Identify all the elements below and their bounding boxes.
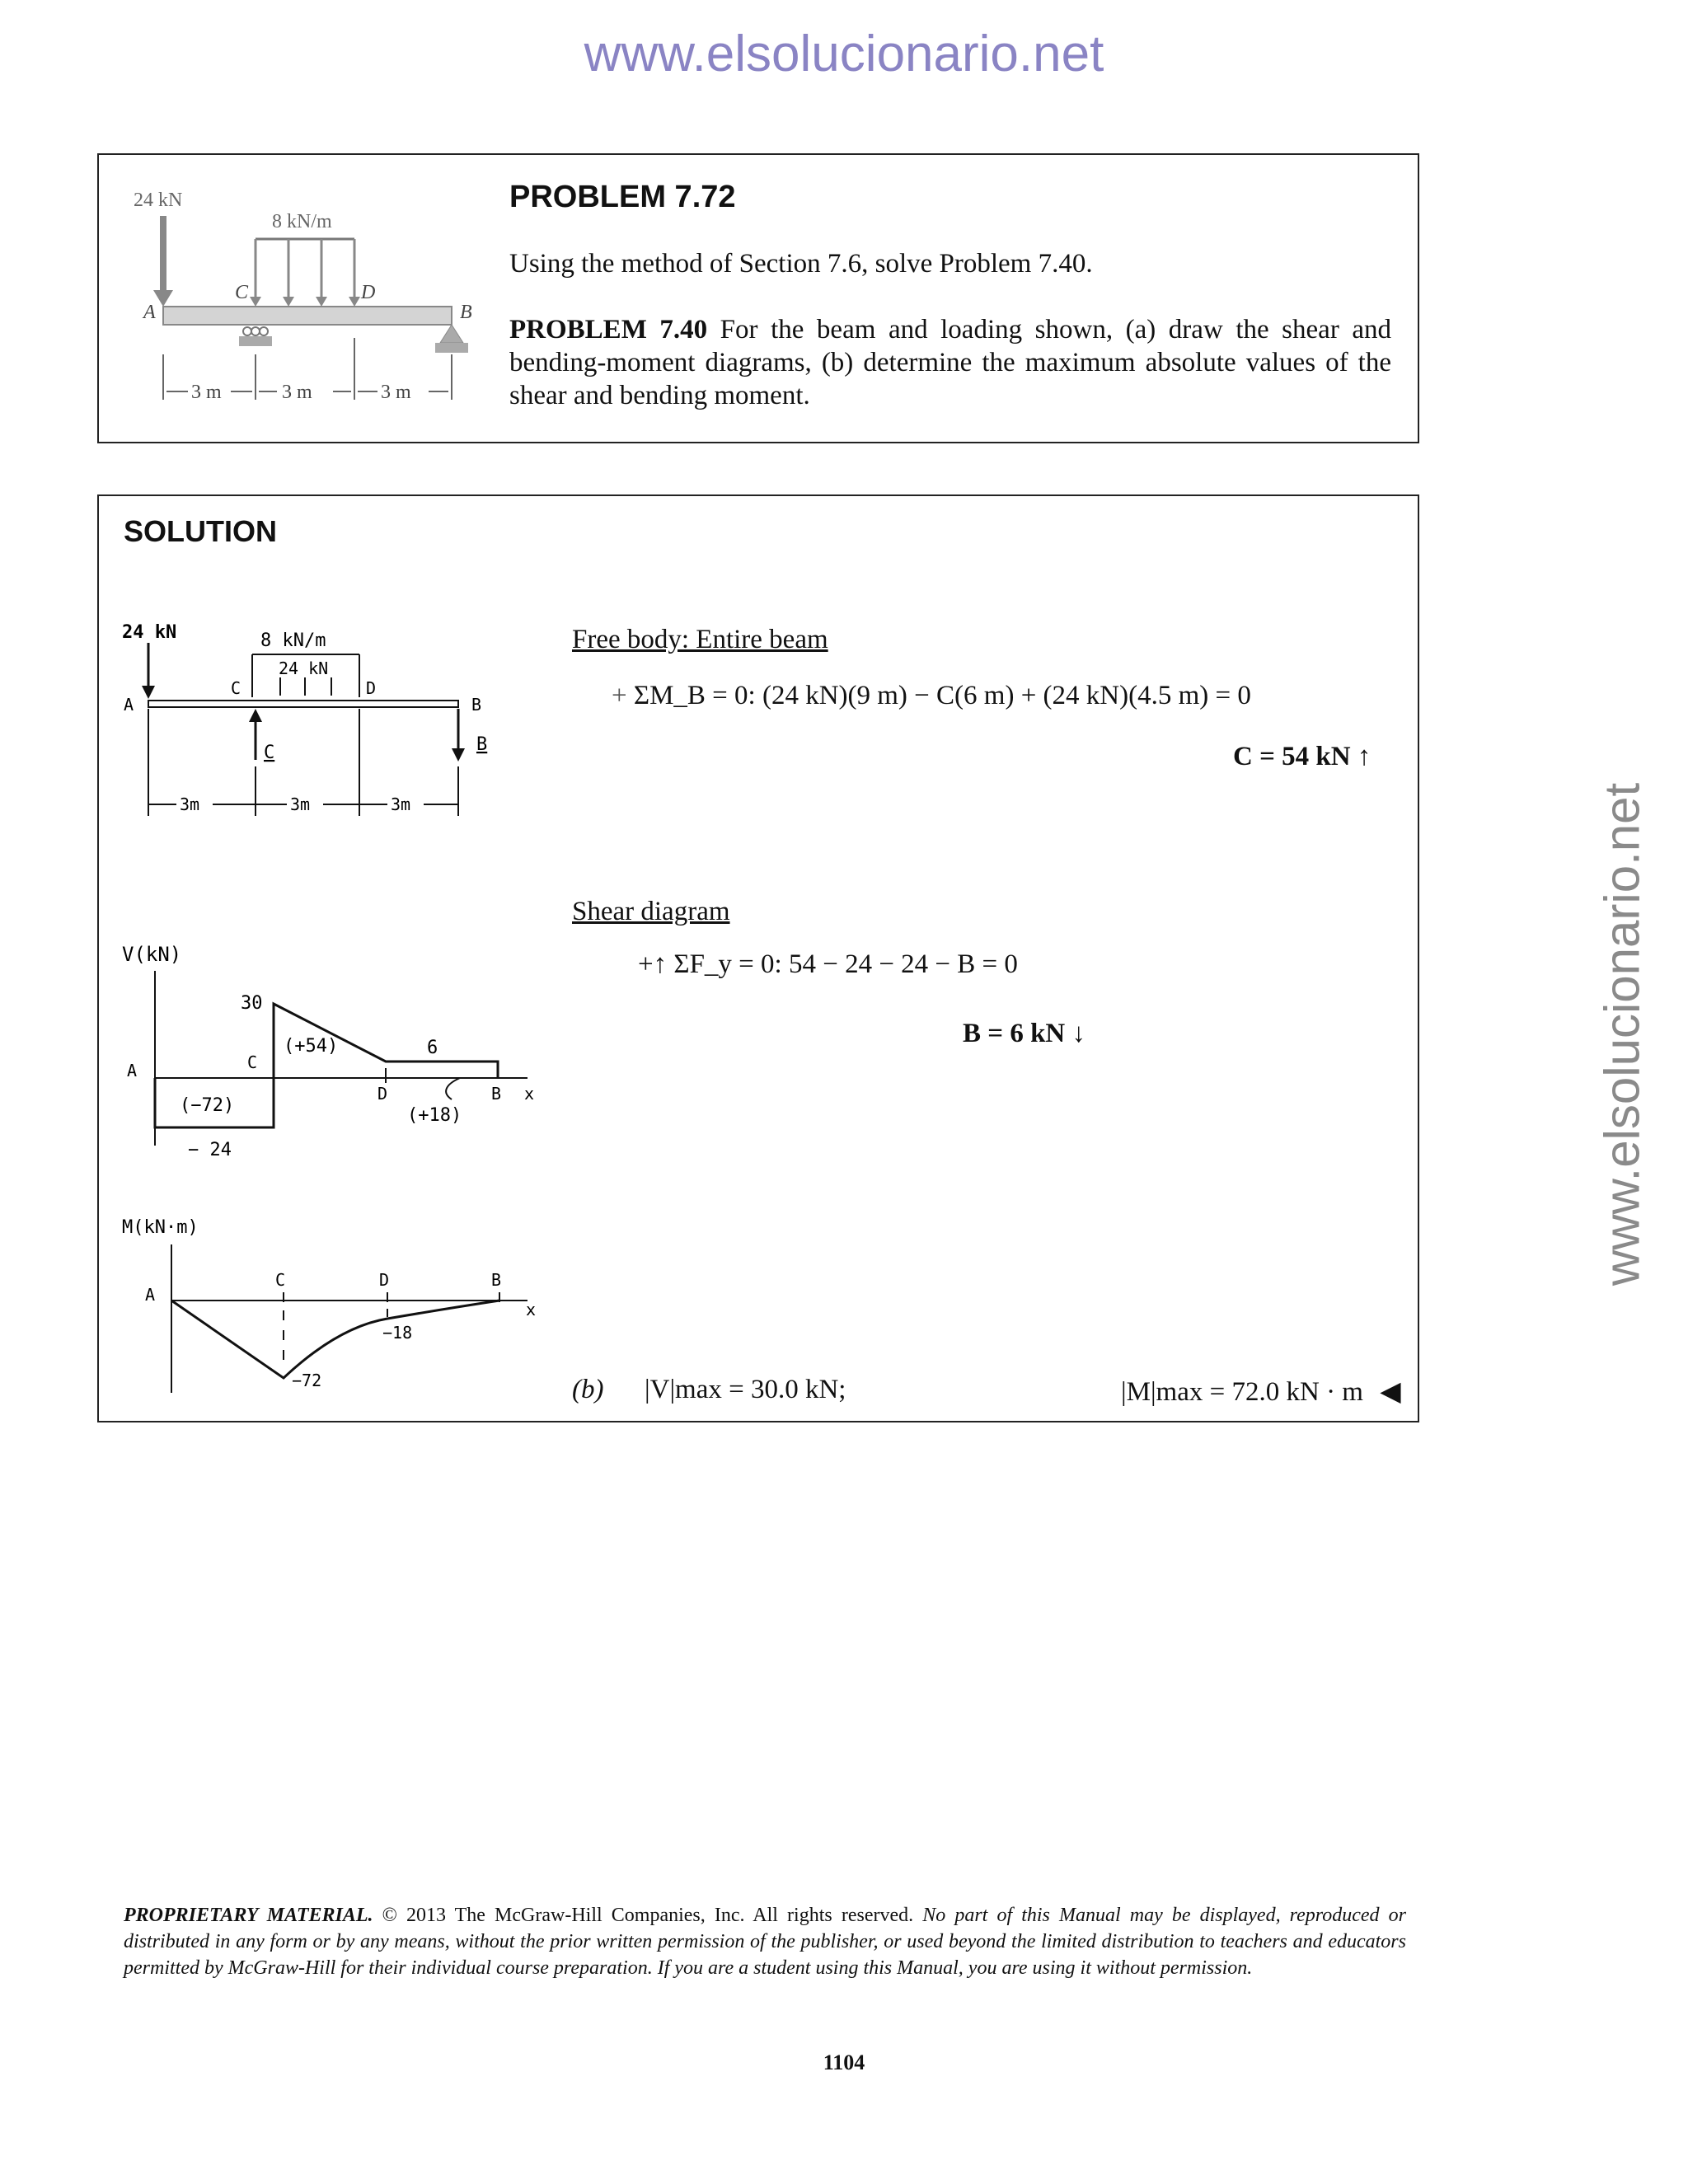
footer-rest: No part of this Manual may be displayed, reproduced or distributed in any form or by any means, without the prior written permission of the publisher, or used beyond the limited distribution to teachers and educators permitted by McGraw-Hill for their individual course preparation. If you are a student using this Manual, you are using it without permission. [124, 1905, 1406, 1979]
moment-b-label: B [491, 1270, 502, 1290]
fbd-d-label: D [366, 678, 377, 698]
watermark-side: www.elsolucionario.net [1594, 782, 1650, 1286]
fig-load-point-label: 24 kN [134, 190, 183, 211]
moment-equation [612, 681, 1251, 711]
page-number: 1104 [823, 2050, 865, 2074]
footer-lead: PROPRIETARY MATERIAL. [124, 1905, 373, 1926]
fbd-reaction-b: B [476, 734, 488, 755]
roller-support-c [239, 327, 272, 346]
problem-title: PROBLEM 7.72 [509, 180, 736, 214]
shear-value-30: 30 [241, 993, 263, 1014]
sketch-free-body [115, 618, 528, 824]
moment-equation-text: ΣM_B = 0: (24 kN)(9 m) − C(6 m) + (24 kN)(4.5 m) = 0 [633, 681, 1251, 710]
answer-marker-icon: ◀ [1380, 1377, 1401, 1407]
pin-support-b [435, 325, 468, 353]
watermark-top: www.elsolucionario.net [584, 26, 1104, 82]
problem-ref-label: PROBLEM 7.40 [509, 315, 708, 344]
result-b [963, 1019, 1085, 1049]
fbd-dim-2: 3m [290, 794, 311, 814]
up-arrow-icon: ↑ [1357, 742, 1372, 771]
shear-d-label: D [377, 1084, 388, 1104]
moment-x-label: x [526, 1300, 537, 1319]
shear-b-label: B [491, 1084, 502, 1104]
fbd-b-label: B [471, 695, 482, 715]
problem-ref-text: For the beam and loading shown, (a) draw the shear and bending-moment diagrams, (b) determine the maximum absolute values of the shear and bending moment. [509, 315, 1391, 410]
shear-c-label: C [247, 1052, 258, 1072]
fig-point-a: A [143, 302, 156, 323]
fbd-a-label: A [124, 695, 134, 715]
fig-dim-2: 3 m [282, 382, 312, 403]
fbd-dim-3: 3m [391, 794, 411, 814]
down-arrow-icon: ↓ [1071, 1019, 1085, 1048]
footer-mid: © 2013 The McGraw-Hill Companies, Inc. All rights reserved. [373, 1905, 923, 1926]
answer-v-max: |V|max = 30.0 kN; [645, 1375, 846, 1404]
shear-value-neg24: − 24 [188, 1140, 232, 1160]
shear-value-6: 6 [427, 1038, 438, 1058]
moment-curve [171, 1301, 499, 1378]
sketch-moment-diagram [115, 1212, 560, 1401]
force-sign-icon: + [638, 949, 654, 979]
answer-m-text: |M|max = 72.0 kN · m [1121, 1377, 1363, 1407]
fig-dist-load-label: 8 kN/m [272, 211, 332, 232]
moment-a-label: A [145, 1285, 156, 1305]
problem-reference [509, 313, 1391, 412]
fbd-dim-1: 3m [180, 794, 200, 814]
shear-x-label: x [524, 1084, 535, 1104]
problem-instruction: Using the method of Section 7.6, solve Problem 7.40. [509, 249, 1093, 279]
problem-figure [115, 181, 495, 420]
solution-title: SOLUTION [124, 514, 277, 548]
result-c-text: C = 54 kN [1233, 742, 1351, 771]
copyright-footer [124, 1902, 1406, 1981]
shear-axis-label: V(kN) [122, 943, 182, 966]
fbd-c-label: C [231, 678, 241, 698]
fbd-dist-label: 8 kN/m [260, 630, 326, 651]
fig-point-c: C [235, 282, 249, 303]
shear-heading: Shear diagram [572, 897, 730, 926]
shear-area-2: (+54) [284, 1036, 339, 1057]
moment-c-label: C [275, 1270, 286, 1290]
fig-dim-3: 3 m [381, 382, 411, 403]
fig-point-d: D [361, 282, 376, 303]
moment-value-neg72: −72 [292, 1371, 322, 1390]
shear-equation-text: ΣF_y = 0: 54 − 24 − 24 − B = 0 [673, 949, 1018, 979]
beam [163, 307, 452, 325]
moment-axis-label: M(kN·m) [122, 1217, 199, 1238]
free-body-heading: Free body: Entire beam [572, 625, 828, 654]
fbd-reaction-c: C [264, 743, 275, 763]
shear-equation: +↑ ΣF_y = 0: 54 − 24 − 24 − B = 0 [638, 949, 1018, 979]
moment-sign-icon: + [612, 681, 627, 710]
shear-area-3: (+18) [407, 1105, 462, 1126]
moment-value-neg18: −18 [382, 1323, 413, 1343]
moment-d-label: D [379, 1270, 390, 1290]
result-c [1233, 742, 1371, 772]
fbd-resultant-label: 24 kN [279, 658, 329, 678]
distributed-load-arrows [256, 239, 354, 303]
fbd-load-label: 24 kN [122, 622, 177, 643]
shear-a-label: A [127, 1061, 138, 1080]
answer-label: (b) [572, 1375, 604, 1404]
fig-point-b: B [460, 302, 472, 323]
answer-m-max [1121, 1375, 1401, 1408]
result-b-text: B = 6 kN [963, 1019, 1066, 1048]
sketch-shear-diagram [115, 931, 560, 1179]
shear-area-1: (−72) [180, 1095, 235, 1116]
fig-dim-1: 3 m [191, 382, 222, 403]
